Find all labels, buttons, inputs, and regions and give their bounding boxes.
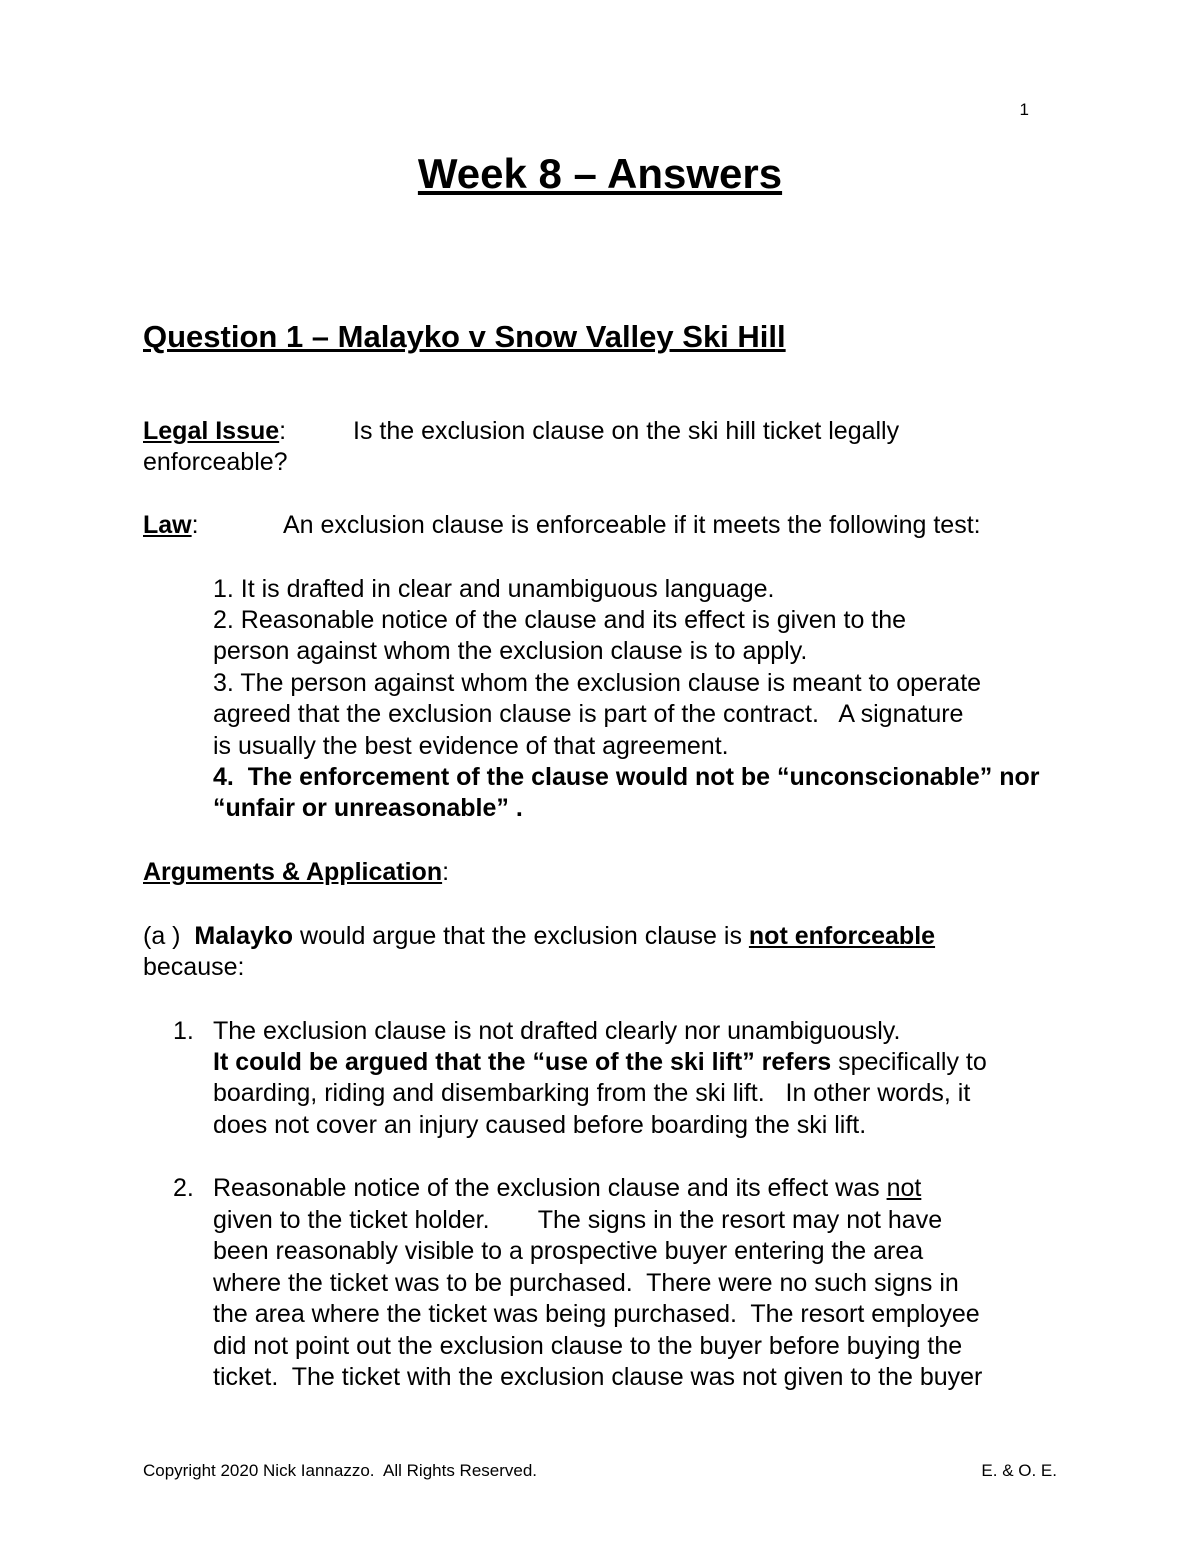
point-1-number: 1. (173, 1017, 194, 1045)
argument-a-party: Malayko (194, 922, 294, 950)
point-1-line (213, 1047, 987, 1078)
argument-a-emphasis: not enforceable (748, 922, 936, 950)
law-label: Law (143, 511, 192, 539)
point-2-line: the area where the ticket was being purchased. The resort employee (213, 1300, 980, 1328)
argument-a-prefix: (a ) (143, 922, 195, 950)
legal-issue-text: Is the exclusion clause on the ski hill ticket legally (353, 417, 900, 445)
legal-issue-text-cont: enforceable? (143, 448, 288, 476)
argument-a-text-cont: because: (143, 953, 245, 981)
page-number: 1 (1019, 100, 1029, 119)
point-2-underlined: not (886, 1174, 922, 1202)
point-2-line (213, 1173, 921, 1204)
point-1-line: The exclusion clause is not drafted clearly nor unambiguously. (213, 1017, 901, 1045)
point-2-line: ticket. The ticket with the exclusion clause was not given to the buyer (213, 1363, 983, 1391)
legal-issue-label: Legal Issue (143, 417, 280, 445)
law-text: An exclusion clause is enforceable if it meets the following test: (283, 511, 981, 539)
point-2-line: where the ticket was to be purchased. There were no such signs in (213, 1269, 959, 1297)
point-1-line: does not cover an injury caused before boarding the ski lift. (213, 1111, 867, 1139)
page-title: Week 8 – Answers (417, 150, 783, 197)
arguments-colon: : (442, 858, 450, 886)
law-test-item: 3. The person against whom the exclusion clause is meant to operate (213, 669, 982, 697)
legal-issue-colon: : (279, 417, 287, 445)
law-test-item: is usually the best evidence of that agreement. (213, 732, 729, 760)
point-2-text: Reasonable notice of the exclusion clause and its effect was (213, 1174, 887, 1202)
arguments-label: Arguments & Application (143, 858, 443, 886)
law-test-item: agreed that the exclusion clause is part of the contract. A signature (213, 700, 964, 728)
point-2-line: given to the ticket holder. The signs in the resort may not have (213, 1206, 943, 1234)
point-1-text: specifically to (831, 1048, 987, 1076)
point-1-bold-text: It could be argued that the “use of the ski lift” refers (213, 1048, 832, 1076)
legal-issue-line (143, 416, 286, 447)
law-test-item: 4. The enforcement of the clause would not be “unconscionable” nor (213, 763, 1040, 791)
argument-a-line (143, 921, 935, 952)
question-heading: Question 1 – Malayko v Snow Valley Ski Hill (143, 319, 786, 354)
law-test-item: “unfair or unreasonable” . (213, 794, 523, 822)
point-1-line: boarding, riding and disembarking from the ski lift. In other words, it (213, 1079, 971, 1107)
footer-copyright: Copyright 2020 Nick Iannazzo. All Rights Reserved. (143, 1461, 538, 1480)
footer-disclaimer: E. & O. E. (981, 1461, 1057, 1480)
argument-a-text: would argue that the exclusion clause is (293, 922, 749, 950)
law-test-item: 2. Reasonable notice of the clause and its effect is given to the (213, 606, 907, 634)
point-2-line: did not point out the exclusion clause to the buyer before buying the (213, 1332, 963, 1360)
law-test-item: 1. It is drafted in clear and unambiguous language. (213, 575, 775, 603)
point-2-number: 2. (173, 1174, 194, 1202)
arguments-heading (143, 857, 449, 888)
point-2-line: been reasonably visible to a prospective buyer entering the area (213, 1237, 924, 1265)
law-colon: : (191, 511, 199, 539)
law-test-item: person against whom the exclusion clause is to apply. (213, 637, 808, 665)
law-line (143, 510, 199, 541)
